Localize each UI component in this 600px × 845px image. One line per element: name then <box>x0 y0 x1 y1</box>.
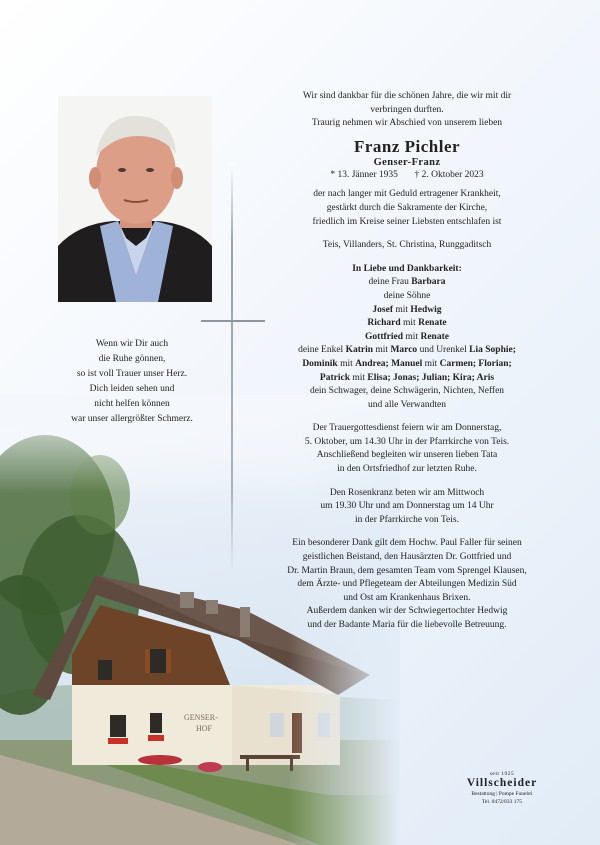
intro-line: verbringen durften. <box>370 104 444 115</box>
poem-line: nicht helfen können <box>94 399 170 409</box>
poem-line: Wenn wir Dir auch <box>95 339 169 349</box>
thanks-line: geistlichen Beistand, den Hausärzten Dr. Gottfried und <box>302 552 512 563</box>
cross-horizontal <box>201 320 265 322</box>
family-relatives: und alle Verwandten <box>368 399 446 410</box>
family-heading: In Liebe und Dankbarkeit: <box>352 263 462 274</box>
logo-brand: Villscheider <box>466 777 538 789</box>
death-date: † 2. Oktober 2023 <box>414 169 484 180</box>
logo-est: seit 1925 <box>489 771 515 777</box>
thanks-line: und Ost am Krankenhaus Brixen. <box>343 592 471 603</box>
rosary-line: in der Pfarrkirche von Teis. <box>355 514 459 525</box>
poem <box>52 337 212 427</box>
service-line: Anschließend begleiten wir unseren lieben Tata <box>316 450 498 461</box>
deceased-nickname: Genser-Franz <box>373 156 441 168</box>
family-in-laws: dein Schwager, deine Schwägerin, Nichten, Neffen <box>309 386 505 397</box>
illness-line: der nach langer mit Geduld ertragener Krankheit, <box>313 189 501 200</box>
poem-line: so ist voll Trauer unser Herz. <box>76 369 188 379</box>
logo-tel: Tel. 0472/833 175 <box>481 799 523 805</box>
cross-vertical <box>231 162 233 572</box>
family-grandchildren: Dominik mit Andrea; Manuel mit Carmen; Florian; <box>302 358 512 369</box>
family-sons-label: deine Söhne <box>383 290 431 301</box>
family-grandchildren: deine Enkel Katrin mit Marco und Urenkel Lia Sophie; <box>298 345 516 356</box>
logo-sub: Bestattung | Pompe Funebri <box>471 791 533 797</box>
poem-line: Dich leiden sehen und <box>89 384 175 394</box>
rosary-line: um 19.30 Uhr und am Donnerstag um 14 Uhr <box>320 501 494 512</box>
illness-line: gestärkt durch die Sakramente der Kirche, <box>326 202 488 213</box>
funeral-home-logo <box>452 771 552 806</box>
thanks-line: Dr. Martin Braun, dem gesamten Team vom Sprengel Klausen, <box>287 565 527 576</box>
thanks-line: Ein besonderer Dank gilt dem Hochw. Paul Faller für seinen <box>292 538 522 549</box>
family-son: Gottfried mit Renate <box>365 331 449 342</box>
dates <box>262 169 552 183</box>
intro-line: Traurig nehmen wir Abschied von unserem lieben <box>311 118 503 129</box>
places: Teis, Villanders, St. Christina, Runggaditsch <box>322 240 492 251</box>
poem-line: die Ruhe gönnen, <box>98 354 166 364</box>
family-grandchildren: Patrick mit Elisa; Jonas; Julian; Kira; Aris <box>319 372 495 383</box>
family-wife: deine Frau Barbara <box>368 277 446 288</box>
service-line: Der Trauergottesdienst feiern wir am Donnerstag, <box>312 423 502 434</box>
birth-date: * 13. Jänner 1935 <box>330 169 398 180</box>
main-text <box>262 90 552 633</box>
intro-line: Wir sind dankbar für die schönen Jahre, die wir mit dir <box>302 91 512 101</box>
illness-line: friedlich im Kreise seiner Liebsten entschlafen ist <box>312 216 502 227</box>
service-line: 5. Oktober, um 14.30 Uhr in der Pfarrkirche von Teis. <box>304 436 510 447</box>
thanks-line: dem Ärzte- und Pflegeteam der Abteilungen Medizin Süd <box>297 579 517 590</box>
portrait-photo <box>58 96 212 302</box>
service-line: in den Ortsfriedhof zur letzten Ruhe. <box>337 464 477 475</box>
poem-line: war unser allergrößter Schmerz. <box>71 414 193 424</box>
rosary-line: Den Rosenkranz beten wir am Mittwoch <box>329 487 485 498</box>
family-son: Josef mit Hedwig <box>372 304 442 315</box>
thanks-line: Außerdem danken wir der Schwiegertochter Hedwig <box>306 606 508 617</box>
deceased-name: Franz Pichler <box>353 136 461 156</box>
thanks-line: und der Badante Maria für die liebevolle Betreuung. <box>307 620 507 630</box>
family-son: Richard mit Renate <box>367 318 447 329</box>
